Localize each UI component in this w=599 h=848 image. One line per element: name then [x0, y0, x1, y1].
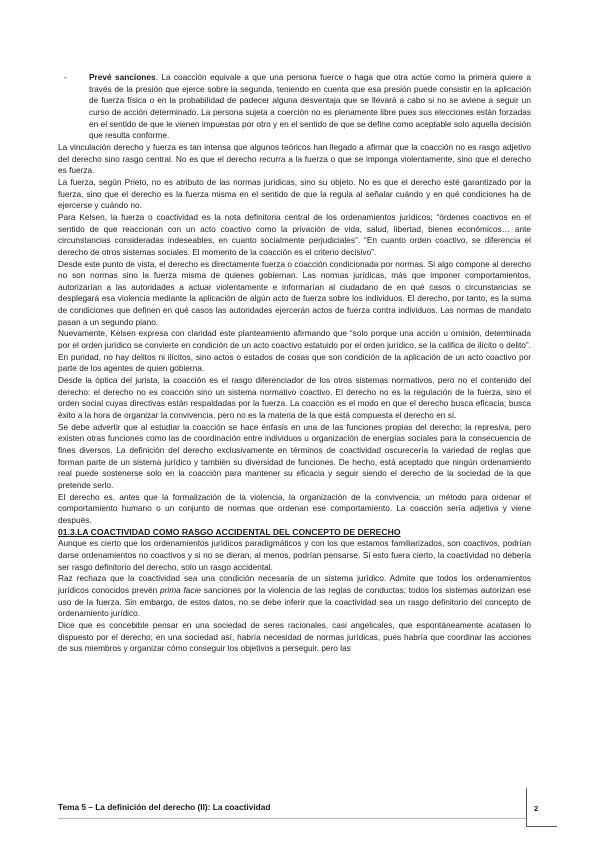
paragraph-10: [58, 573, 531, 620]
bullet-term: Prevé sanciones: [89, 72, 156, 82]
paragraph-10-end: sanciones por la violencia de las reglas de conductas; todos los sistemas autorizan ese uso de la fuerza. Sin embargo, de estos datos, no se debe inferir que la coactividad sea un rasgo definitorio del concepto de ordenamiento jurídico.: [58, 584, 531, 619]
paragraph-2: La fuerza, según Prieto, no es atributo de las normas jurídicas, sino su objeto. No es que el derecho esté garantizado por la fuerza, sino que el derecho es la fuerza misma en el sentido de que la regula al señalar cuándo y en qué condiciones ha de ejercerse y cuándo no.: [58, 176, 531, 211]
paragraph-9: Aunque es cierto que los ordenamientos jurídicos paradigmáticos y con los que estamos familiarizados, son coactivos, podrían darse ordenamientos no coactivos y si no se dieran, al menos, podrían pensarse. Si esto fuera cierto, la coactividad no debería ser rasgo definitorio del derecho, solo un rasgo accidental.: [58, 538, 531, 572]
footer-title: Tema 5 – La definición del derecho (II): La coactividad: [58, 802, 271, 812]
paragraph-4: Desde este punto de vista, el derecho es directamente fuerza o coacción condicionada por normas. Si algo compone al derecho no son normas sino la fuerza misma de quienes gobiernan. Las normas jurídicas, más que imponer comportamientos, autorizarían a las autoridades a actuar violentamente e informarían al ciudadano de en qué casos o circunstancias se desplegará esa violencia mediante la aplicación de algún acto de fuerza sobre los individuos. El derecho, por tanto, es la suma de condiciones que definen en qué casos las autoridades ejercerán actos de fuerza contra individuos. Las normas de mandato pasan a un segundo plano.: [58, 258, 531, 327]
page-number-box: [526, 788, 557, 827]
bullet-text: . La coacción equivale a que una persona fuerce o haga que otra actúe como la primera quiere a través de la presión que ejerce sobre la segunda, teniendo en cuenta que esa presión puede consistir en la aplicación de fuerza física o en la probabilidad de padecer alguna desventaja que se llevará a cabo si no se aviene a seguir un curso de acción determinado. La persona sujeta a coerción no es plenamente libre pues sus elecciones están forzadas en el sentido de que le vienen impuestas por otro y en el sentido de que se define como aceptable solo aquella decisión que resulta conforme.: [89, 72, 532, 141]
footer-divider: [58, 818, 526, 819]
section-heading: 01.3.LA COACTIVIDAD COMO RASGO ACCIDENTAL DEL CONCEPTO DE DERECHO: [58, 526, 401, 537]
paragraph-10-start: Raz rechaza que la coactividad sea una condición necesaria de un sistema jurídico. Admite que todos los ordenamientos jurídicos conocidos prevén: [58, 573, 531, 595]
bullet-dash: -: [64, 72, 67, 82]
document-body: [58, 72, 531, 655]
paragraph-1: La vinculación derecho y fuerza es tan intensa que algunos teóricos han llegado a afirmar que la coacción no es rasgo adjetivo del derecho sino rasgo central. No es que el derecho recurra a la fuerza o que se imponga violentamente, sino que el derecho es fuerza.: [58, 141, 531, 176]
paragraph-5: Nuevamente, Kelsen expresa con claridad este planteamiento afirmando que “solo porque una acción u omisión, determinada por el orden jurídico se convierte en condición de un acto coactivo estatuido por el orden jurídico, se la califica de ilícito o delito”. En puridad, no hay delitos ni ilícitos, sino actos o estados de cosas que son condición de la aplicación de un acto coactivo por parte de los agentes de quien gobierna.: [58, 328, 531, 374]
paragraph-7: Se debe advertir que al estudiar la coacción se hace énfasis en una de las funciones propias del derecho; la represiva, pero existen otras funciones como las de coordinación entre individuos u organización de energías sociales para la consecuencia de fines diversos. La definición del derecho exclusivamente en términos de coactividad oscurecería la variedad de reglas que forman parte de un sistema jurídico y también su diversidad de funciones. De hecho, está aceptado que ningún ordenamiento real puede sostenerse solo en la coacción para mantener su eficacia y seguir siendo el derecho de la sociedad de la que pretende serlo.: [58, 421, 531, 490]
paragraph-6: Desde la óptica del jurista, la coacción es el rasgo diferenciador de los otros sistemas normativos, pero no el contenido del derecho: el derecho no es coacción sino un sistema normativo coactivo. El derecho no es la regulación de la fuerza, sino el orden social cuyas directivas están respaldadas por la fuerza. La coacción es el modo en que el derecho busca eficacia; busca éxito a la hora de organizar la convivencia, pero no es la materia de la que está compuesta el derecho en sí.: [58, 375, 531, 421]
bullet-paragraph: [58, 72, 531, 142]
paragraph-11: Dice que es concebible pensar en una sociedad de seres racionales, casi angelicales, que espontáneamente acatasen lo dispuesto por el derecho; en una sociedad así, habría necesidad de normas jurídicas, pues habría que coordinar las acciones de sus miembros y organizar cómo conseguir los objetivos a perseguir, pero las: [58, 619, 531, 654]
paragraph-3: Para Kelsen, la fuerza o coactividad es la nota definitoria central de los ordenamientos jurídicos; “órdenes coactivos en el sentido de que reaccionan con un acto coactivo como la privación de vida, salud, libertad, bienes económicos… ante circunstancias consideradas indeseables, en cuanto socialmente perjudiciales”. “En cuanto orden coactivo, se diferencia el derecho de otros sistemas sociales. El momento de la coacción es el criterio decisivo”.: [58, 211, 531, 257]
paragraph-8: El derecho es, antes que la formalización de la violencia, la organización de la convivencia; un método para ordenar el comportamiento humano o un conjunto de normas que ordenan ese comportamiento. La coacción sería adjetiva y viene después.: [58, 491, 531, 525]
page-number: 2: [534, 804, 539, 813]
latin-term: prima facie: [159, 584, 202, 595]
